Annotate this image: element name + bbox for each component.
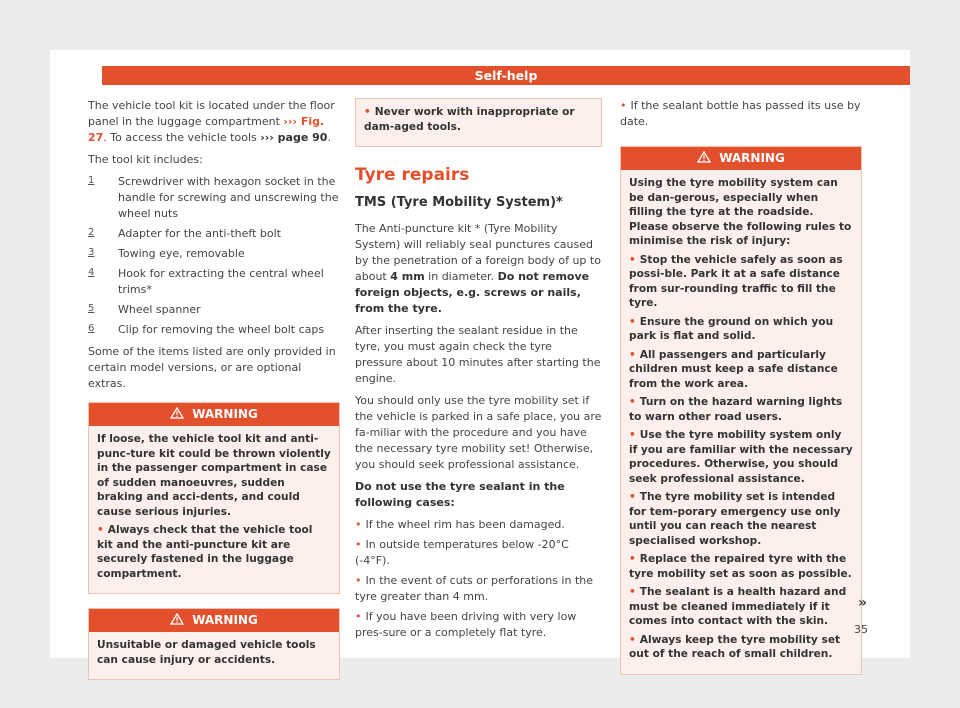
warning-box-tools <box>88 608 340 680</box>
column-middle <box>355 98 602 645</box>
bullet-icon: • <box>629 553 636 565</box>
warning-continuation-box <box>355 98 602 147</box>
page-link[interactable]: ››› page 90 <box>260 131 328 144</box>
warning-bullet: • Replace the repaired tyre with the tyre mobility set as soon as possible. <box>629 553 852 580</box>
warning-triangle-icon <box>170 407 184 419</box>
warning-bullet: • Ensure the ground on which you park is flat and solid. <box>629 315 834 342</box>
manual-page <box>50 50 910 666</box>
warning-text: If loose, the vehicle tool kit and anti-punc-ture kit could be thrown violently in the passenger compartment in case of sudden manoeuvres, sudden braking and acci-dents, and could cause serious injuries. <box>97 433 331 518</box>
tool-list <box>88 174 340 338</box>
warning-text: Unsuitable or damaged vehicle tools can cause injury or accidents. <box>97 639 316 666</box>
warning-bullet: • Always check that the vehicle tool kit and the anti-puncture kit are securely fastened in the luggage compartment. <box>97 524 313 580</box>
bullet-icon: • <box>629 396 636 408</box>
bullet-icon: • <box>620 99 627 112</box>
list-item: 2 Adapter for the anti-theft bolt <box>88 227 281 240</box>
section-title: Tyre repairs <box>355 165 470 185</box>
column-left <box>88 98 340 680</box>
list-item: 3 Towing eye, removable <box>88 247 245 260</box>
bullet-icon: • <box>629 586 636 598</box>
bullet-icon: • <box>355 574 362 587</box>
cases-heading: Do not use the tyre sealant in the following cases: <box>355 480 565 509</box>
bullet-icon: • <box>355 518 362 531</box>
bullet-icon: • <box>629 633 636 646</box>
warning-bullet: • Turn on the hazard warning lights to warn other road users. <box>629 396 843 423</box>
warning-header: WARNING <box>89 403 339 426</box>
list-item: 6 Clip for removing the wheel bolt caps <box>88 323 325 336</box>
list-item: • If you have been driving with very low pres-sure or a completely flat tyre. <box>355 610 577 639</box>
paragraph: After inserting the sealant residue in the tyre, you must again check the tyre pressure about 10 minutes after starting the engine. <box>355 324 601 385</box>
warning-header: WARNING <box>89 609 339 632</box>
paragraph: The Anti-puncture kit * (Tyre Mobility System) will reliably seal punctures caused by the penetration of a foreign body of up to about 4 mm in diameter. Do not remove foreign objects, e.g. screws or nails, from the tyre. <box>355 222 601 315</box>
bullet-icon: • <box>355 538 362 551</box>
continue-arrow-icon: » <box>858 595 868 611</box>
warning-box-tms <box>620 146 862 675</box>
bullet-icon: • <box>364 106 371 118</box>
bullet-icon: • <box>629 253 636 266</box>
list-item: 1 Screwdriver with hexagon socket in the handle for screwing and unscrewing the wheel nuts <box>88 175 339 220</box>
includes-label: The tool kit includes: <box>88 153 203 166</box>
bullet-icon: • <box>97 524 104 536</box>
warning-bullet: • Stop the vehicle safely as soon as possi-ble. Park it at a safe distance from sur-rounding traffic to fill the tyre. <box>629 253 843 309</box>
warning-bullet: • Use the tyre mobility system only if you are familiar with the necessary procedures. Otherwise, you should seek professional assistance. <box>629 429 853 485</box>
optional-note: Some of the items listed are only provided in certain model versions, or are optional extras. <box>88 345 336 390</box>
figure-link[interactable]: ››› Fig. 27 <box>88 115 325 144</box>
list-item: 5 Wheel spanner <box>88 303 201 316</box>
warning-bullet: • The tyre mobility set is intended for tem-porary emergency use only until you can reach the nearest specialised workshop. <box>629 491 841 547</box>
list-item: 4 Hook for extracting the central wheel trims* <box>88 267 324 296</box>
warning-header: WARNING <box>621 147 861 170</box>
list-item: • In outside temperatures below -20°C (-4°F). <box>355 538 569 567</box>
warning-box-loose-kit <box>88 402 340 594</box>
warning-triangle-icon <box>697 151 711 163</box>
subsection-title: TMS (Tyre Mobility System)* <box>355 195 563 210</box>
warning-bullet: • Always keep the tyre mobility set out of the reach of small children. <box>629 633 841 660</box>
column-right <box>620 98 862 675</box>
bullet-icon: • <box>629 348 636 361</box>
warning-bullet: • The sealant is a health hazard and must be cleaned immediately if it comes into contact with the skin. <box>629 586 847 627</box>
warning-triangle-icon <box>170 613 184 625</box>
warning-text: Using the tyre mobility system can be dan-gerous, especially when filling the tyre at the roadside. Please observe the following rules to minimise the risk of injury: <box>629 177 852 247</box>
page-number: 35 <box>854 623 868 636</box>
bullet-icon: • <box>629 429 636 441</box>
bullet-icon: • <box>355 610 362 623</box>
warning-bullet: • All passengers and particularly children must keep a safe distance from the work area. <box>629 348 838 390</box>
cases-list <box>355 517 602 641</box>
warning-bullet: • Never work with inappropriate or dam-aged tools. <box>364 106 575 133</box>
bullet-icon: • <box>629 491 636 503</box>
bullet-icon: • <box>629 315 636 328</box>
list-item: • In the event of cuts or perforations in the tyre greater than 4 mm. <box>355 574 594 603</box>
list-item: • If the wheel rim has been damaged. <box>355 518 565 531</box>
paragraph: You should only use the tyre mobility set if the vehicle is parked in a safe place, you are fa-miliar with the procedure and you have the necessary tyre mobility set! Otherwise, you should seek professional assistance. <box>355 394 602 471</box>
intro-paragraph: The vehicle tool kit is located under the floor panel in the luggage compartment ››› Fig. 27. To access the vehicle tools ››› page 90. <box>88 99 335 144</box>
list-item: • If the sealant bottle has passed its use by date. <box>620 99 861 128</box>
page-header: Self-help <box>102 66 910 85</box>
